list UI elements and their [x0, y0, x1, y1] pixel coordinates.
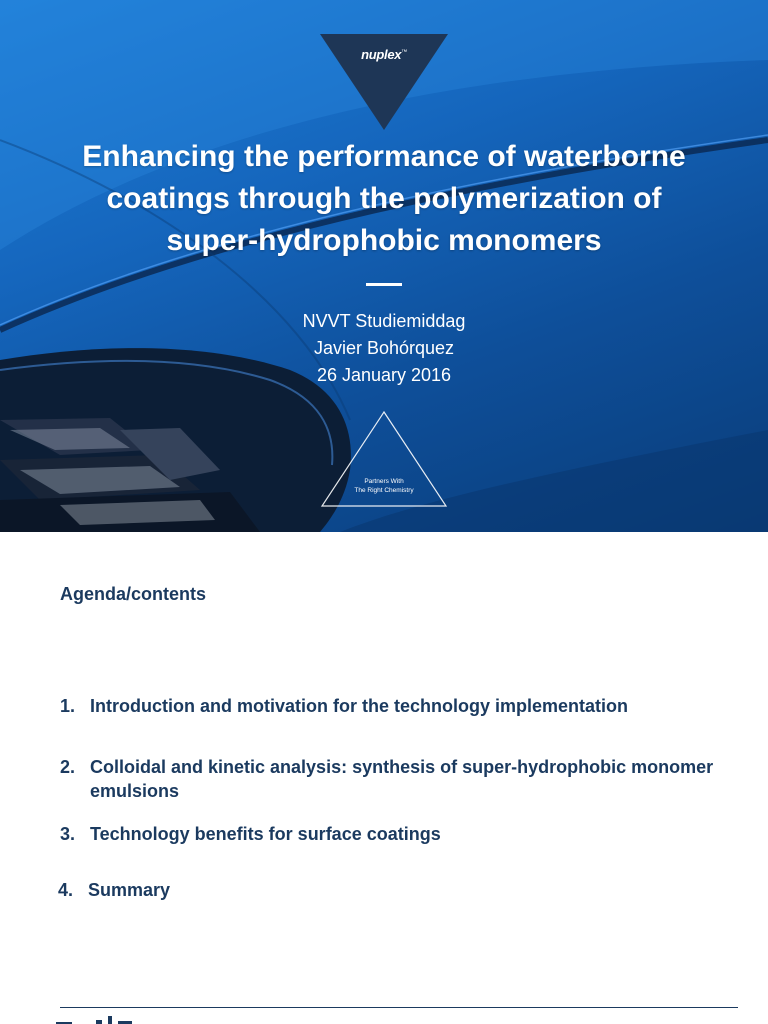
agenda-item-text: Technology benefits for surface coatings [90, 824, 441, 844]
presenter-name: Javier Bohórquez [313, 338, 455, 358]
agenda-item-text: Introduction and motivation for the technology implementation [90, 696, 628, 716]
agenda-item-number: 4. [58, 880, 74, 900]
agenda-item-number: 3. [60, 824, 76, 844]
nuplex-logo: nuplex™ [361, 47, 407, 62]
agenda-item-text: Summary [88, 880, 171, 900]
footer-logo-fragment [56, 1016, 146, 1024]
agenda-item-text: Colloidal and kinetic analysis: synthesis of super-hydrophobic monomer emulsions [90, 757, 714, 801]
title-line-3: super-hydrophobic monomers [166, 224, 602, 257]
presentation-title [20, 136, 748, 262]
agenda-item-number: 1. [60, 696, 76, 716]
agenda-slide [0, 532, 768, 1024]
title-line-1: Enhancing the performance of waterborne [82, 140, 686, 173]
footer-divider [60, 1007, 738, 1008]
agenda-heading: Agenda/contents [60, 584, 207, 604]
tagline-line-1: Partners With [364, 478, 404, 485]
presentation-date: 26 January 2016 [316, 365, 452, 385]
title-line-2: coatings through the polymerization of [106, 182, 662, 215]
title-divider [366, 283, 402, 286]
agenda-item-number: 2. [60, 757, 76, 777]
event-name: NVVT Studiemiddag [302, 311, 466, 331]
tagline-line-2: The Right Chemistry [354, 487, 414, 494]
